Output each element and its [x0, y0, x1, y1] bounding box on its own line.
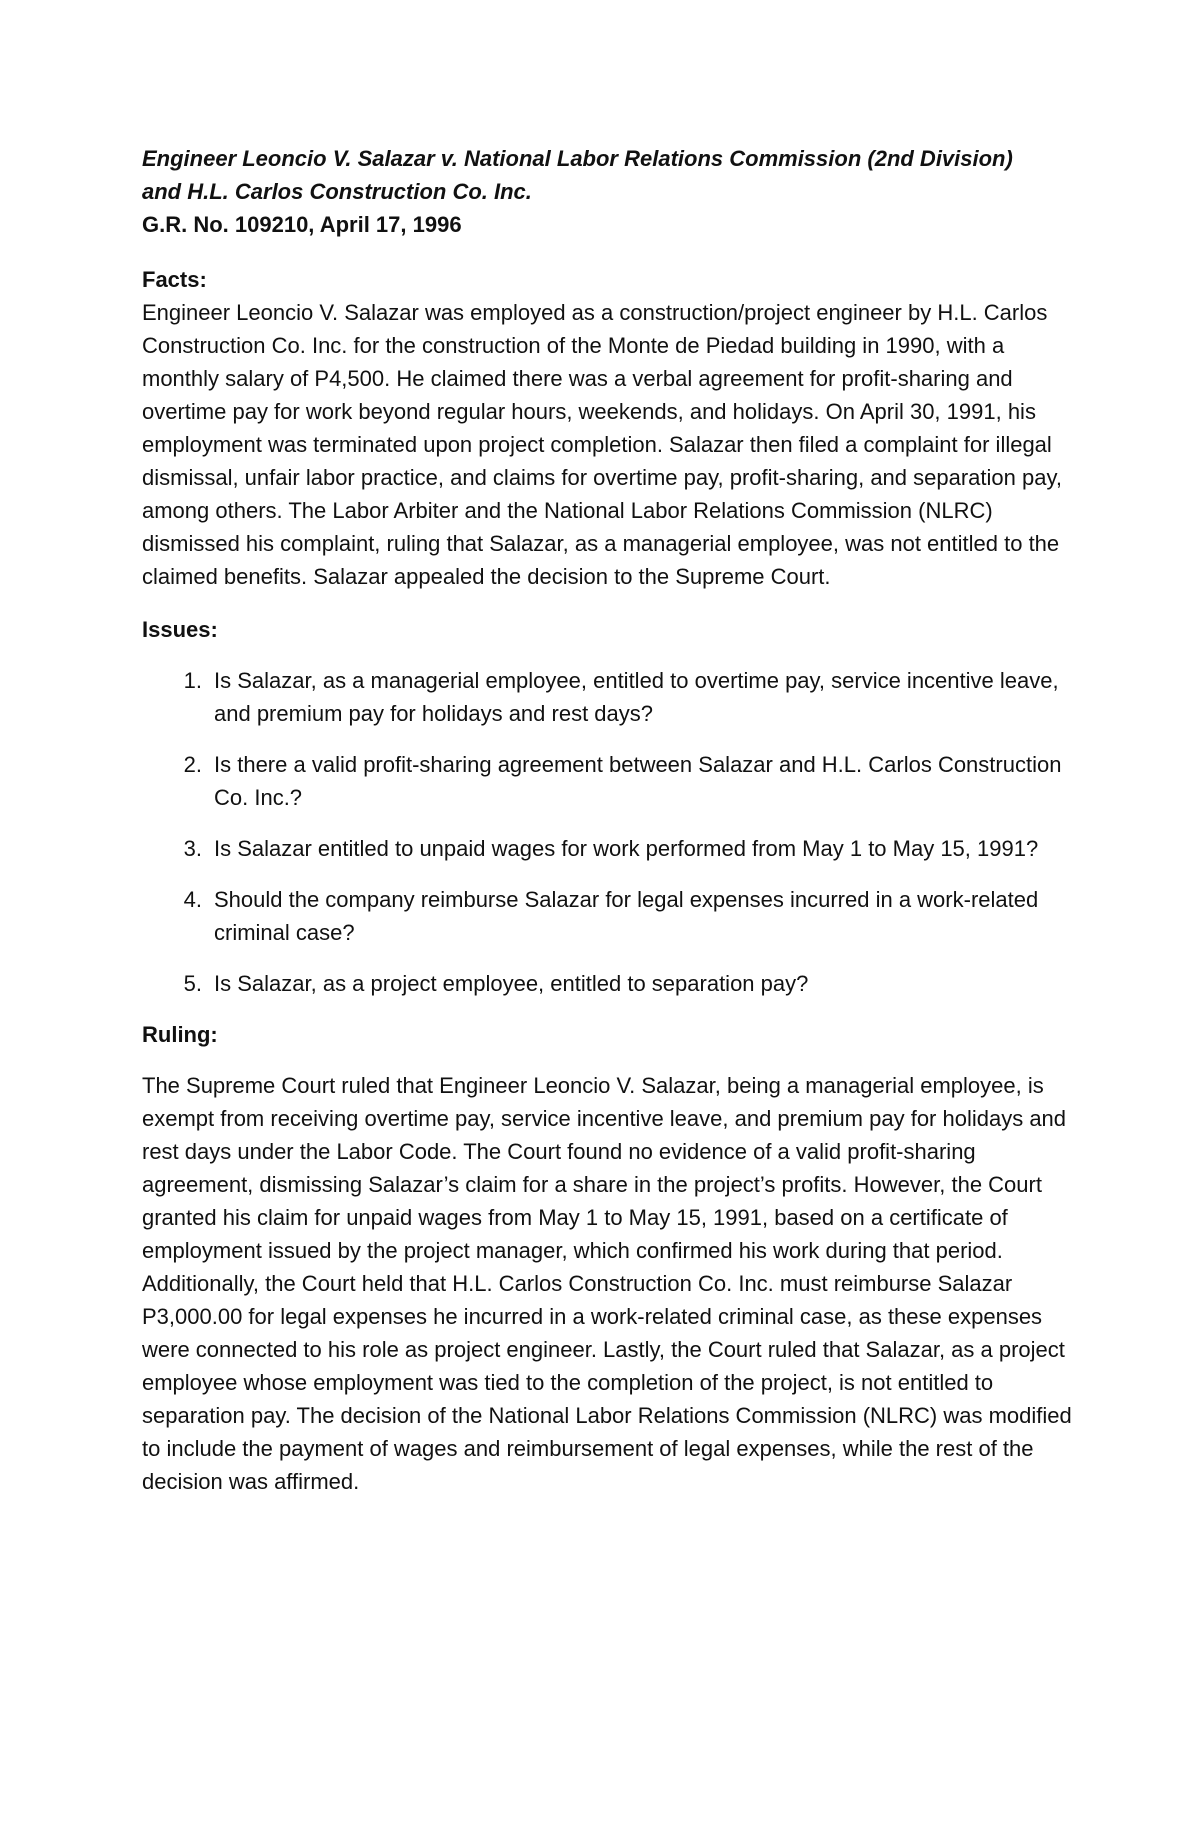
case-title-line-2: and H.L. Carlos Construction Co. Inc.	[142, 179, 532, 204]
issue-text: Is Salazar, as a project employee, entitled to separation pay?	[214, 971, 809, 996]
issue-item	[142, 832, 1072, 865]
issue-text: Is Salazar, as a managerial employee, entitled to overtime pay, service incentive leave, and premium pay for holidays and rest days?	[214, 668, 1059, 726]
issues-list	[142, 664, 1072, 1000]
case-title-line-1: Engineer Leoncio V. Salazar v. National Labor Relations Commission (2nd Division)	[142, 146, 1013, 171]
issue-number: 5.	[183, 971, 202, 996]
issue-item	[142, 664, 1072, 730]
issue-item	[142, 967, 1072, 1000]
issue-number: 3.	[183, 836, 202, 861]
issue-text: Is Salazar entitled to unpaid wages for work performed from May 1 to May 15, 1991?	[214, 836, 1039, 861]
issue-text: Should the company reimburse Salazar for legal expenses incurred in a work-related criminal case?	[214, 887, 1039, 945]
issue-item	[142, 748, 1072, 814]
case-title	[142, 142, 1072, 208]
issue-number: 2.	[183, 752, 202, 777]
issue-text: Is there a valid profit-sharing agreement between Salazar and H.L. Carlos Construction Co. Inc.?	[214, 752, 1062, 810]
issues-heading: Issues:	[142, 617, 218, 642]
facts-heading: Facts:	[142, 267, 207, 292]
document-page	[142, 142, 1072, 1498]
issue-item	[142, 883, 1072, 949]
case-reference: G.R. No. 109210, April 17, 1996	[142, 212, 462, 237]
issue-number: 4.	[183, 887, 202, 912]
ruling-paragraph: The Supreme Court ruled that Engineer Leoncio V. Salazar, being a managerial employee, is exempt from receiving overtime pay, service incentive leave, and premium pay for holidays and rest days under the Labor Code. The Court found no evidence of a valid profit-sharing agreement, dismissing Salazar’s claim for a share in the project’s profits. However, the Court granted his claim for unpaid wages from May 1 to May 15, 1991, based on a certificate of employment issued by the project manager, which confirmed his work during that period. Additionally, the Court held that H.L. Carlos Construction Co. Inc. must reimburse Salazar P3,000.00 for legal expenses he incurred in a work-related criminal case, as these expenses were connected to his role as project engineer. Lastly, the Court ruled that Salazar, as a project employee whose employment was tied to the completion of the project, is not entitled to separation pay. The decision of the National Labor Relations Commission (NLRC) was modified to include the payment of wages and reimbursement of legal expenses, while the rest of the decision was affirmed.	[142, 1073, 1072, 1494]
issue-number: 1.	[183, 668, 202, 693]
ruling-heading: Ruling:	[142, 1022, 218, 1047]
facts-paragraph: Engineer Leoncio V. Salazar was employed as a construction/project engineer by H.L. Carlos Construction Co. Inc. for the construction of the Monte de Piedad building in 1990, with a monthly salary of P4,500. He claimed there was a verbal agreement for profit-sharing and overtime pay for work beyond regular hours, weekends, and holidays. On April 30, 1991, his employment was terminated upon project completion. Salazar then filed a complaint for illegal dismissal, unfair labor practice, and claims for overtime pay, profit-sharing, and separation pay, among others. The Labor Arbiter and the National Labor Relations Commission (NLRC) dismissed his complaint, ruling that Salazar, as a managerial employee, was not entitled to the claimed benefits. Salazar appealed the decision to the Supreme Court.	[142, 300, 1062, 589]
